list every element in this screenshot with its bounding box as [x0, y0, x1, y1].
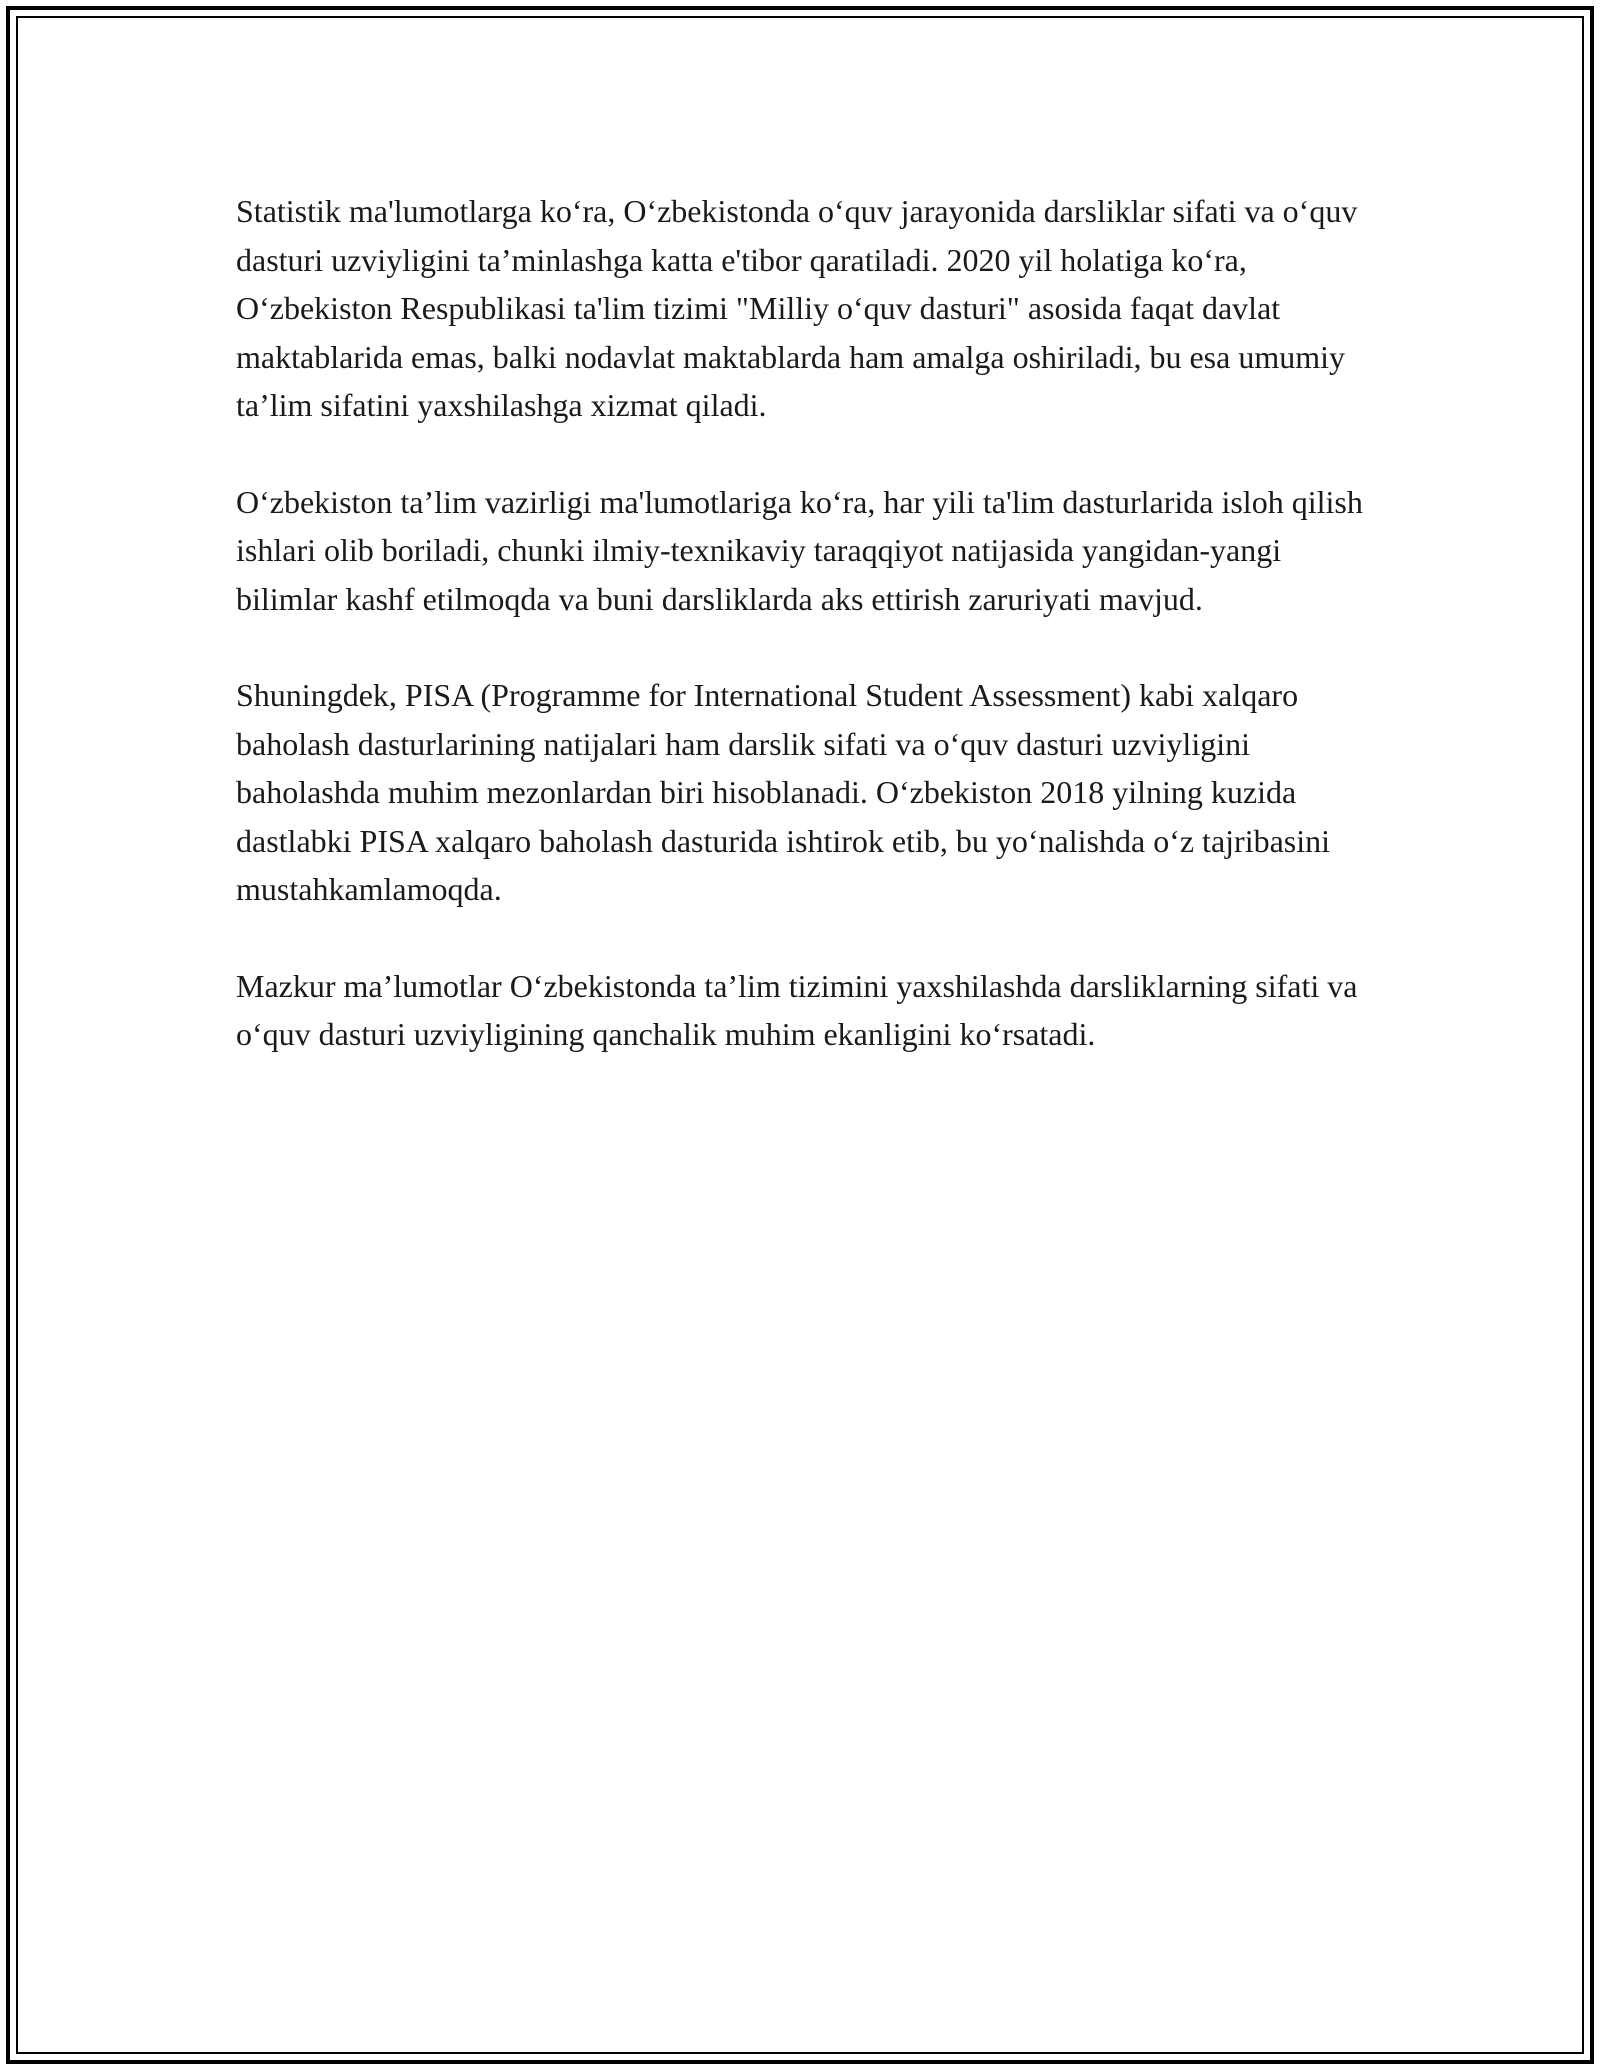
paragraph-2: O‘zbekiston ta’lim vazirligi ma'lumotlariga ko‘ra, har yili ta'lim dasturlarida isloh qilish ishlari olib boriladi, chunki ilmiy-texnikaviy taraqqiyot natijasida yangidan-yangi bilimlar kashf etilmoqda va buni darsliklarda aks ettirish zaruriyati mavjud. [236, 483, 1363, 617]
paragraph-3: Shuningdek, PISA (Programme for International Student Assessment) kabi xalqaro baholash dasturlarining natijalari ham darslik sifati va o‘quv dasturi uzviyligini baholashda muhim mezonlardan biri hisoblanadi. O‘zbekiston 2018 yilning kuzida dastlabki PISA xalqaro baholash dasturida ishtirok etib, bu yo‘nalishda o‘z tajribasini mustahkamlamoqda. [236, 677, 1331, 907]
paragraph-1: Statistik ma'lumotlarga ko‘ra, O‘zbekistonda o‘quv jarayonida darsliklar sifati va o‘quv dasturi uzviyligini ta’minlashga katta e'tibor qaratiladi. 2020 yil holatiga ko‘ra, O‘zbekiston Respublikasi ta'lim tizimi "Milliy o‘quv dasturi" asosida faqat davlat maktablarida emas, balki nodavlat maktablarda ham amalga oshiriladi, bu esa umumiy ta’lim sifatini yaxshilashga xizmat qiladi. [236, 193, 1358, 423]
paragraph-4: Mazkur ma’lumotlar O‘zbekistonda ta’lim tizimini yaxshilashda darsliklarning sifati va o‘quv dasturi uzviyligining qanchalik muhim ekanligini ko‘rsatadi. [236, 967, 1358, 1052]
document-body [236, 187, 1376, 1107]
